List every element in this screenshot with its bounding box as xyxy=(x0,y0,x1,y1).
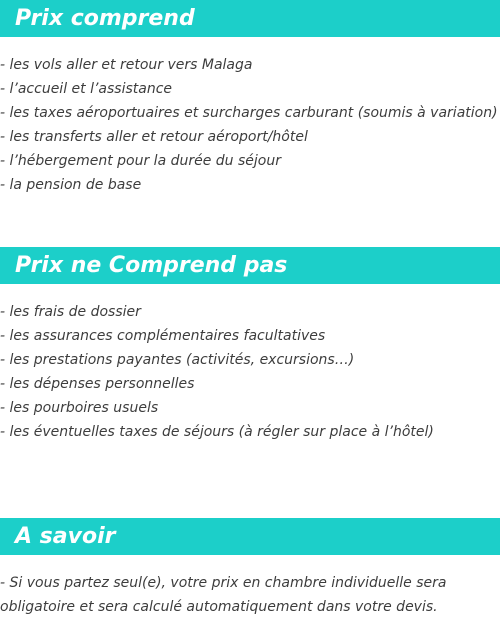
list-item: - les éventuelles taxes de séjours (à régler sur place à l’hôtel) xyxy=(0,424,434,440)
list-item: - la pension de base xyxy=(0,177,142,193)
info-note: - Si vous partez seul(e), votre prix en chambre individuelle sera obligatoire et sera calculé automatiquement dans votre devis. xyxy=(0,575,447,615)
list-item: - les taxes aéroportuaires et surcharges carburant (soumis à variation) xyxy=(0,105,498,121)
list-item: - les pourboires usuels xyxy=(0,400,159,416)
list-item: - l’hébergement pour la durée du séjour xyxy=(0,153,281,169)
list-item: - les dépenses personnelles xyxy=(0,376,195,392)
included-section-title: Prix comprend xyxy=(0,0,500,37)
list-item: - l’accueil et l’assistance xyxy=(0,81,173,97)
list-item: - les frais de dossier xyxy=(0,304,141,320)
list-item: - les assurances complémentaires facultatives xyxy=(0,328,326,344)
list-item: - les vols aller et retour vers Malaga xyxy=(0,57,253,73)
excluded-list xyxy=(0,300,500,444)
info-section-title: A savoir xyxy=(0,518,500,555)
included-list xyxy=(0,53,500,197)
list-item: - les transferts aller et retour aéroport/hôtel xyxy=(0,129,308,145)
excluded-section-title: Prix ne Comprend pas xyxy=(0,247,500,284)
list-item: - les prestations payantes (activités, excursions…) xyxy=(0,352,355,368)
